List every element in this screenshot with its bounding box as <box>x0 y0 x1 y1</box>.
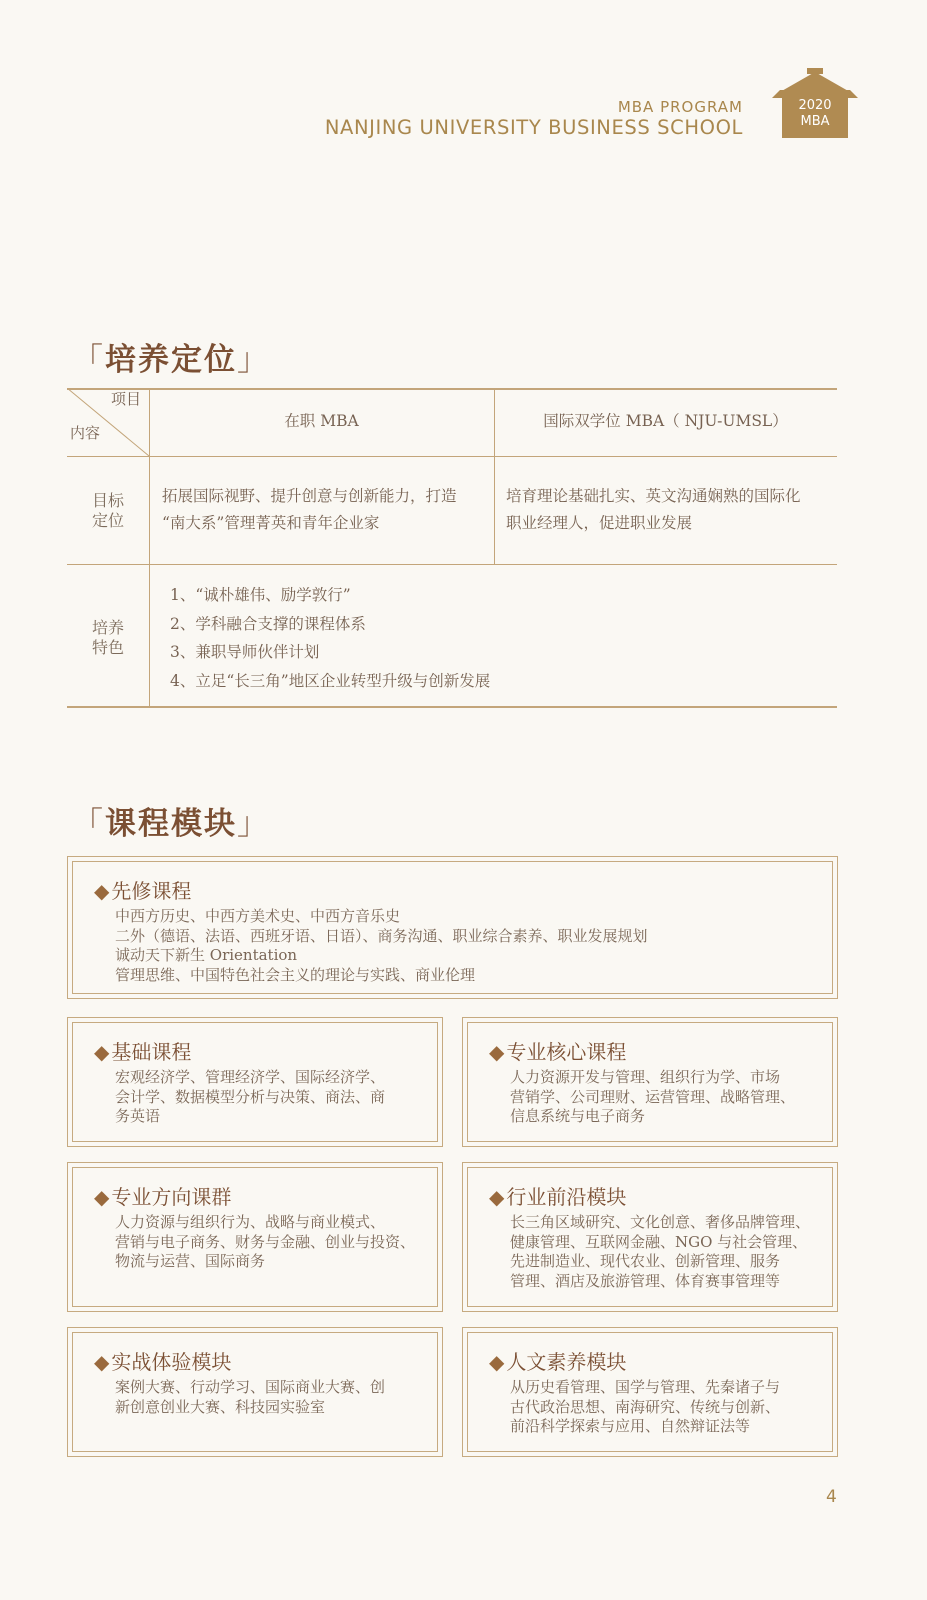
module-body: 从历史看管理、国学与管理、先秦诸子与 古代政治思想、南海研究、传统与创新、 前沿科学探索与应用、自然辩证法等 <box>510 1378 781 1435</box>
module-title: 专业方向课群 <box>111 1185 232 1209</box>
module-title: 基础课程 <box>111 1040 192 1064</box>
diamond-icon: ◆ <box>94 1185 110 1209</box>
module-body: 长三角区域研究、文化创意、奢侈品牌管理、 健康管理、互联网金融、NGO 与社会管理、 先进制造业、现代农业、创新管理、服务 管理、酒店及旅游管理、体育赛事管理等 <box>510 1213 811 1290</box>
diamond-icon: ◆ <box>94 879 110 903</box>
section-title-modules: 「课程模块」 <box>72 806 270 842</box>
table-rule <box>67 564 837 565</box>
module-body: 人力资源与组织行为、战略与商业模式、 营销与电子商务、财务与金融、创业与投资、 物流与运营、国际商务 <box>115 1213 416 1270</box>
module-body: 人力资源开发与管理、组织行为学、市场 营销学、公司理财、运营管理、战略管理、 信息系统与电子商务 <box>510 1068 796 1125</box>
goal-dual-degree: 培育理论基础扎实、英文沟通娴熟的国际化 职业经理人，促进职业发展 <box>506 487 801 532</box>
module-body: 中西方历史、中西方美术史、中西方音乐史 二外（德语、法语、西班牙语、日语）、商务沟通、职业综合素养、职业发展规划 诚动天下新生 Orientation 管理思维、中国特色社会主义的理论与实践、商业伦理 <box>115 907 648 984</box>
goal-mba: 拓展国际视野、提升创意与创新能力，打造 “南大系”管理菁英和青年企业家 <box>162 487 457 532</box>
column-header-mba: 在职 MBA <box>284 412 359 430</box>
list-item: 3、兼职导师伙伴计划 <box>170 643 320 661</box>
diamond-icon: ◆ <box>489 1185 505 1209</box>
list-item: 4、立足“长三角”地区企业转型升级与创新发展 <box>170 671 491 690</box>
section-title-positioning: 「培养定位」 <box>72 342 270 378</box>
row-label-features: 培养 特色 <box>91 618 124 657</box>
module-prerequisite <box>67 856 838 999</box>
positioning-table <box>67 388 837 708</box>
diamond-icon: ◆ <box>489 1040 505 1064</box>
module-direction <box>67 1162 443 1312</box>
row-label-goal: 目标 定位 <box>91 491 124 530</box>
list-item: 2、学科融合支撑的课程体系 <box>170 614 366 633</box>
corner-header-bottom: 内容 <box>70 424 101 442</box>
school-name: NANJING UNIVERSITY BUSINESS SCHOOL <box>324 116 743 139</box>
logo-caption: 2020 MBA <box>798 98 832 129</box>
module-title: 人文素养模块 <box>506 1350 627 1374</box>
header-text <box>325 98 743 140</box>
column-header-dual-degree: 国际双学位 MBA（ NJU-UMSL） <box>543 412 788 430</box>
table-rule <box>67 456 837 457</box>
module-frontier <box>462 1162 838 1312</box>
module-title: 专业核心课程 <box>506 1040 627 1064</box>
list-item: 1、“诚朴雄伟、励学敦行” <box>170 586 351 604</box>
module-body: 案例大赛、行动学习、国际商业大赛、创 新创意创业大赛、科技园实验室 <box>115 1378 386 1416</box>
module-body: 宏观经济学、管理经济学、国际经济学、 会计学、数据模型分析与决策、商法、商 务英语 <box>115 1068 386 1125</box>
page-number: 4 <box>826 1487 837 1507</box>
module-foundation <box>67 1017 443 1147</box>
diamond-icon: ◆ <box>94 1040 110 1064</box>
diamond-icon: ◆ <box>94 1350 110 1374</box>
corner-header-top: 项目 <box>111 390 142 408</box>
module-title: 实战体验模块 <box>111 1350 232 1374</box>
features-list <box>170 581 490 695</box>
module-title: 先修课程 <box>111 879 192 903</box>
table-bottom-rule <box>67 706 837 708</box>
module-title: 行业前沿模块 <box>506 1185 627 1209</box>
module-humanities <box>462 1327 838 1457</box>
table-top-rule <box>67 388 837 390</box>
module-practice <box>67 1327 443 1457</box>
diamond-icon: ◆ <box>489 1350 505 1374</box>
module-core <box>462 1017 838 1147</box>
program-label: MBA PROGRAM <box>617 98 743 116</box>
